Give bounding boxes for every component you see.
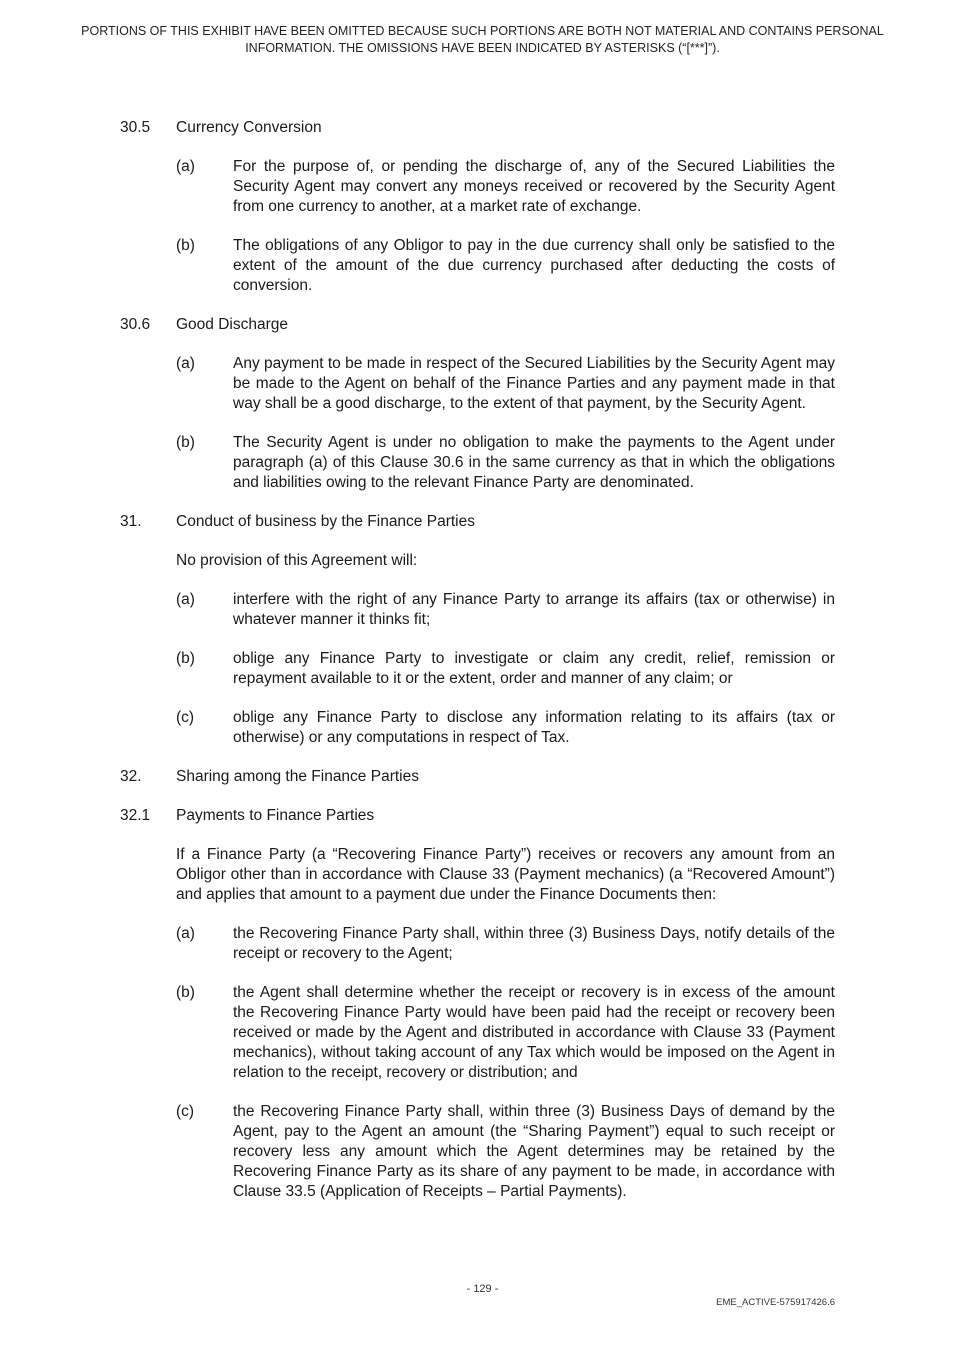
item-text: the Recovering Finance Party shall, within three (3) Business Days, notify details of the receipt or recovery to the Agent; <box>233 925 835 962</box>
section-number: 32. <box>120 768 142 785</box>
section-32-1-heading <box>120 806 835 826</box>
item-text: The obligations of any Obligor to pay in the due currency shall only be satisfied to the extent of the amount of the due currency purchased after deducting the costs of conversion. <box>233 237 835 294</box>
page-number: - 129 - <box>466 1283 499 1295</box>
item-text: oblige any Finance Party to disclose any information relating to its affairs (tax or otherwise) or any computations in respect of Tax. <box>233 709 835 746</box>
item-text: the Recovering Finance Party shall, within three (3) Business Days of demand by the Agent, pay to the Agent an amount (the “Sharing Payment”) equal to such receipt or recovery less any amount which the Agent determines may be retained by the Recovering Finance Party as its share of any payment to be made, in accordance with Clause 33.5 (Application of Receipts – Partial Payments). <box>233 1103 835 1200</box>
item-text: the Agent shall determine whether the receipt or recovery is in excess of the amount the Recovering Finance Party would have been paid had the receipt or recovery been received or made by the Agent and distributed in accordance with Clause 33 (Payment mechanics), without taking account of any Tax which would be imposed on the Agent in relation to the receipt, recovery or distribution; and <box>233 984 835 1081</box>
list-item <box>176 649 835 689</box>
section-title: Good Discharge <box>176 316 289 333</box>
section-31-heading <box>120 512 835 532</box>
list-item <box>176 708 835 748</box>
item-text: For the purpose of, or pending the discharge of, any of the Secured Liabilities the Security Agent may convert any moneys received or recovered by the Security Agent from one currency to another, at a market rate of exchange. <box>233 158 835 215</box>
item-label: (a) <box>176 591 195 608</box>
section-title: Sharing among the Finance Parties <box>176 768 419 785</box>
item-label: (a) <box>176 158 195 175</box>
list-item <box>176 924 835 964</box>
item-label: (b) <box>176 650 195 667</box>
section-title: Payments to Finance Parties <box>176 807 375 824</box>
section-number: 32.1 <box>120 807 151 824</box>
list-item <box>176 590 835 630</box>
document-body <box>120 118 835 1221</box>
list-item <box>176 983 835 1083</box>
section-number: 31. <box>120 513 142 530</box>
list-item <box>176 157 835 217</box>
item-text: oblige any Finance Party to investigate or claim any credit, relief, remission or repayment available to it or the extent, order and manner of any claim; or <box>233 650 835 687</box>
item-text: Any payment to be made in respect of the Secured Liabilities by the Security Agent may be made to the Agent on behalf of the Finance Parties and any payment made in that way shall be a good discharge, to the extent of that payment, by the Security Agent. <box>233 355 835 412</box>
item-label: (c) <box>176 1103 195 1120</box>
item-text: The Security Agent is under no obligation to make the payments to the Agent under paragraph (a) of this Clause 30.6 in the same currency as that in which the obligations and liabilities owing to the relevant Finance Party are denominated. <box>233 434 835 491</box>
list-item <box>176 433 835 493</box>
list-item <box>176 1102 835 1202</box>
section-number: 30.6 <box>120 316 151 333</box>
document-reference: EME_ACTIVE-575917426.6 <box>716 1297 835 1308</box>
section-title: Currency Conversion <box>176 119 322 136</box>
section-title: Conduct of business by the Finance Parties <box>176 513 475 530</box>
item-label: (b) <box>176 237 195 254</box>
section-number: 30.5 <box>120 119 151 136</box>
section-intro: If a Finance Party (a “Recovering Finance Party”) receives or recovers any amount from an Obligor other than in accordance with Clause 33 (Payment mechanics) (a “Recovered Amount”) and applies that amount to a payment due under the Finance Documents then: <box>176 846 835 903</box>
list-item <box>176 354 835 414</box>
section-intro: No provision of this Agreement will: <box>176 552 418 569</box>
item-label: (b) <box>176 434 195 451</box>
section-30-5-heading <box>120 118 835 138</box>
item-label: (a) <box>176 925 195 942</box>
item-text: interfere with the right of any Finance Party to arrange its affairs (tax or otherwise) in whatever manner it thinks fit; <box>233 591 835 628</box>
item-label: (b) <box>176 984 195 1001</box>
item-label: (a) <box>176 355 195 372</box>
section-30-6-heading <box>120 315 835 335</box>
list-item <box>176 236 835 296</box>
item-label: (c) <box>176 709 195 726</box>
section-32-heading <box>120 767 835 787</box>
omission-notice: PORTIONS OF THIS EXHIBIT HAVE BEEN OMITTED BECAUSE SUCH PORTIONS ARE BOTH NOT MATERIAL AND CONTAINS PERSONAL INFORMATION. THE OMISSIONS HAVE BEEN INDICATED BY ASTERISKS (“[***]”). <box>81 24 884 55</box>
